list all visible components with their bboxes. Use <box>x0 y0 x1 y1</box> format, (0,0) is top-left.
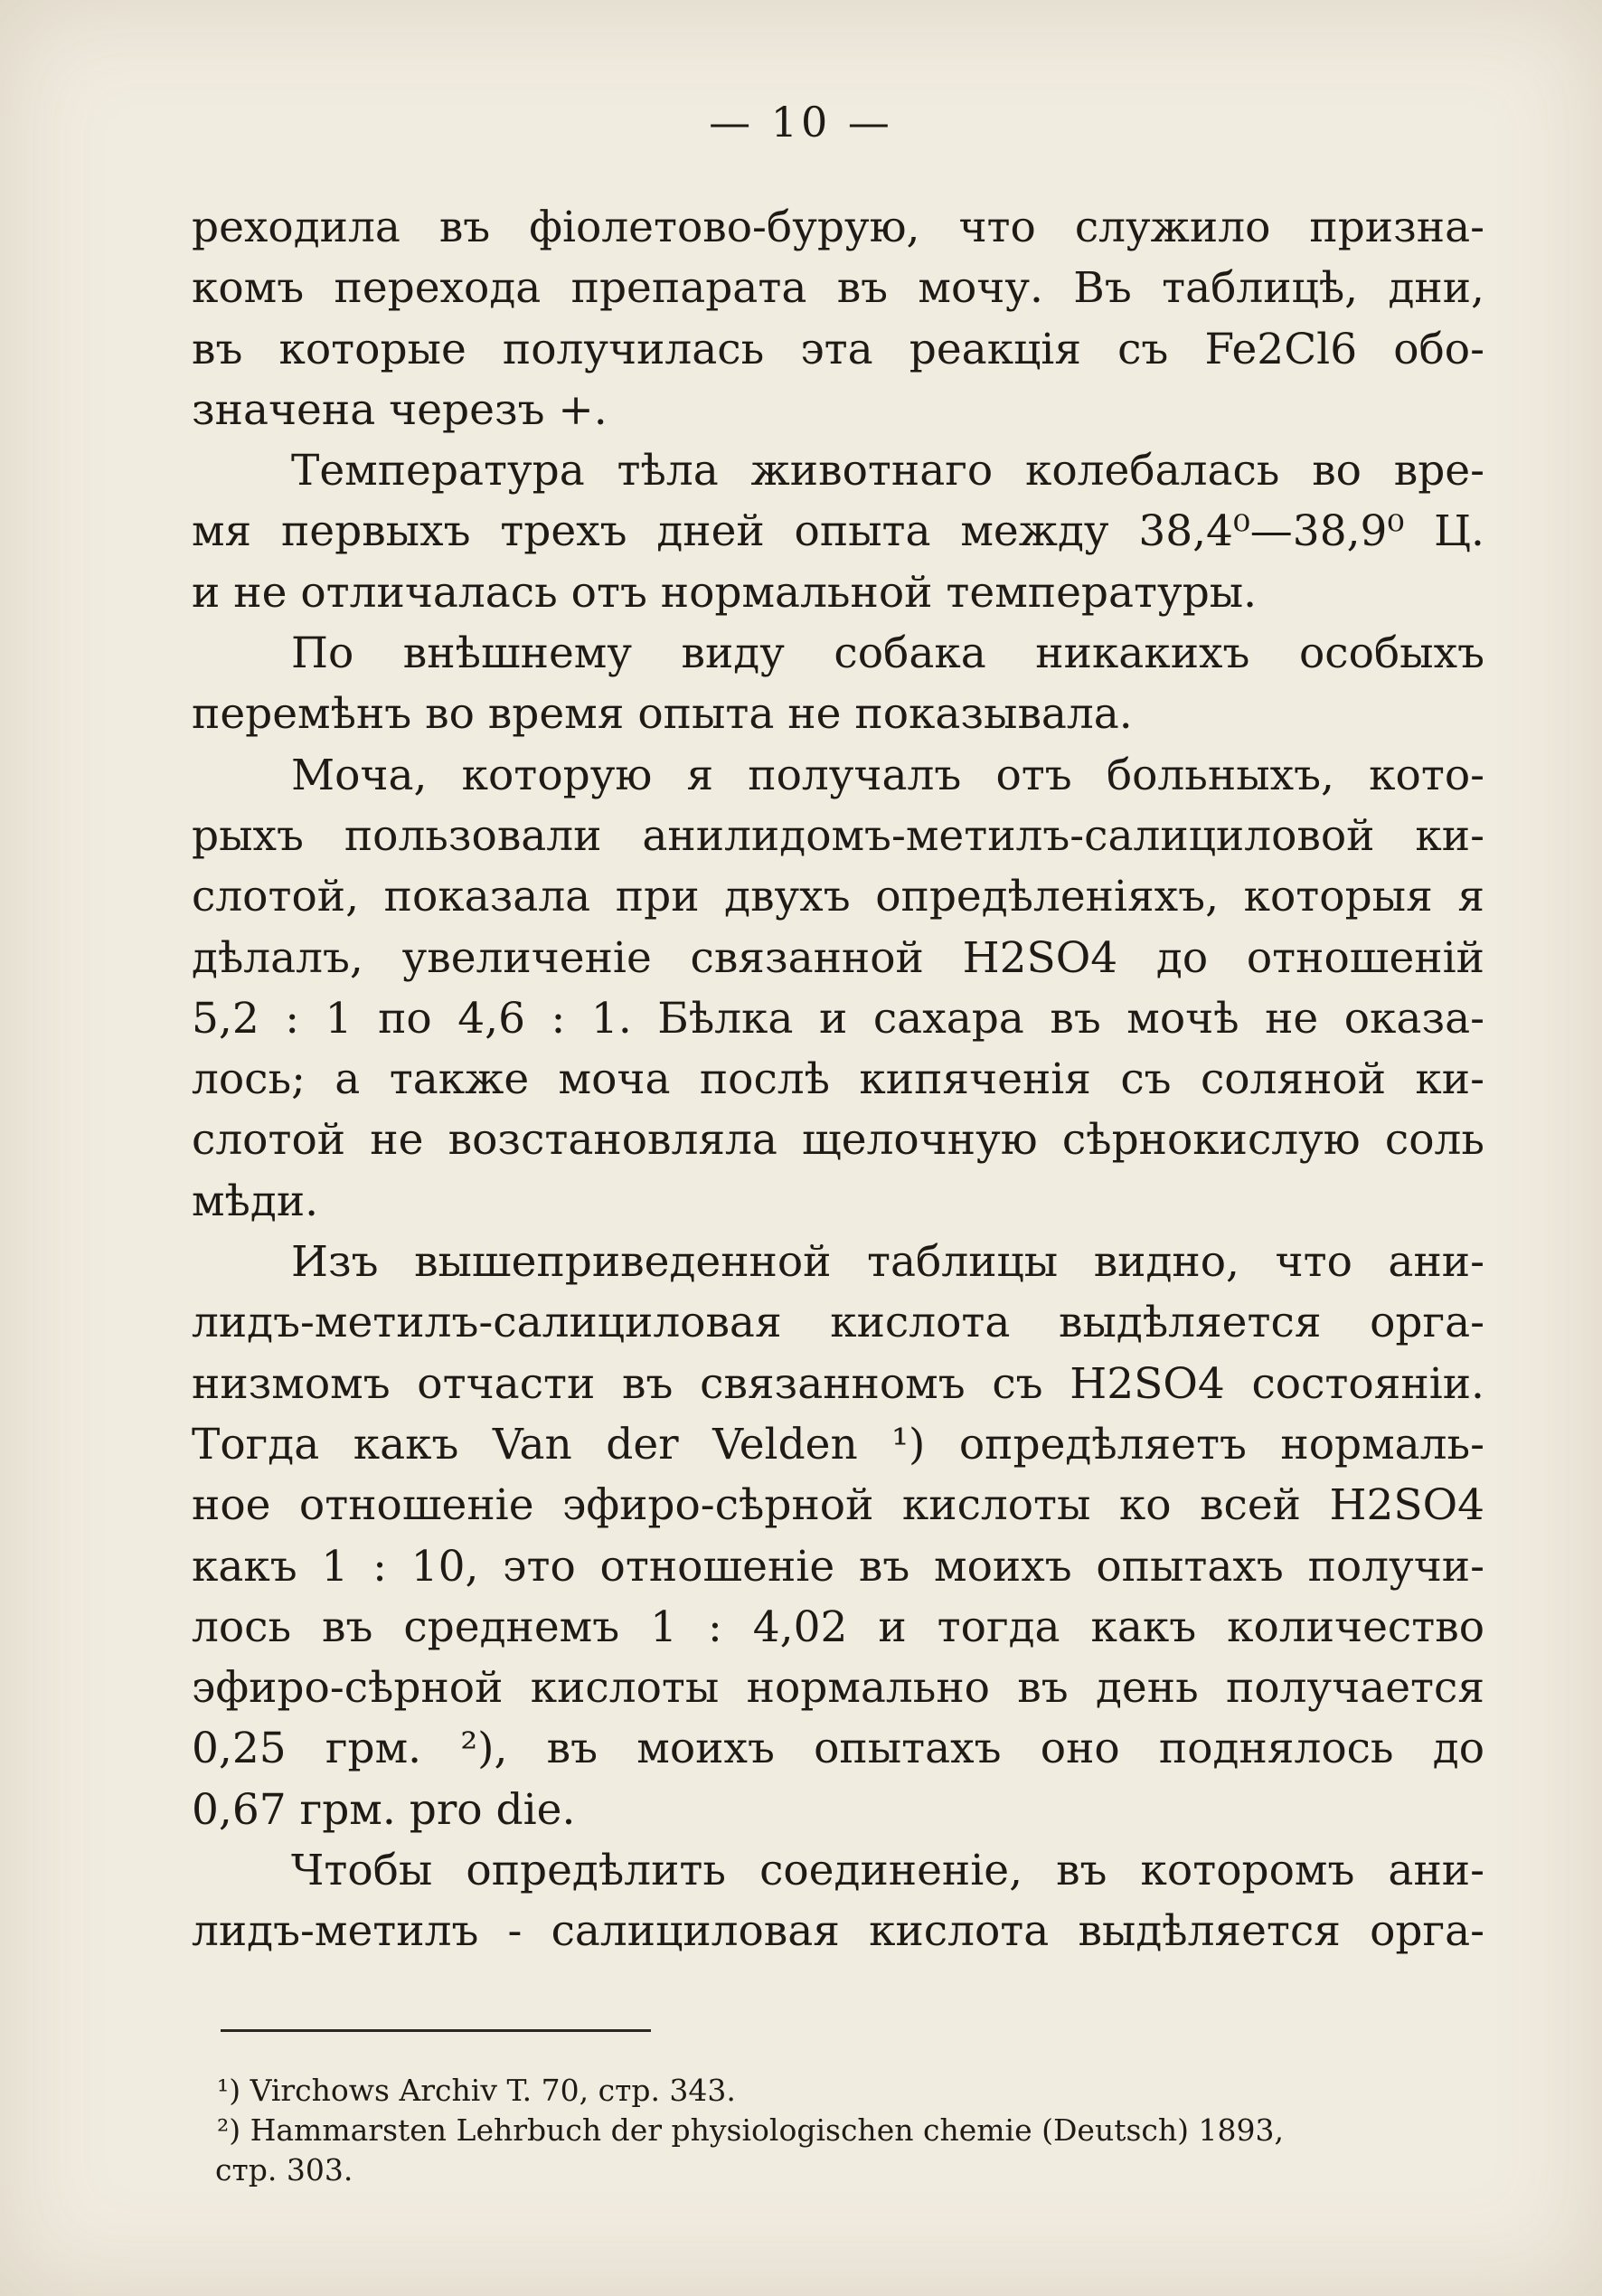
text-line: Температура тѣла животнаго колебалась во вре- <box>291 446 1484 496</box>
paragraph <box>192 1840 1484 1962</box>
body-text <box>192 197 1484 1962</box>
text-line: перемѣнъ во время опыта не показывала. <box>192 689 1133 740</box>
text-line: 0,25 грм. ²), въ моихъ опытахъ оно поднялось до <box>192 1724 1484 1774</box>
text-line: лидъ-метилъ-салициловая кислота выдѣляется орга- <box>192 1298 1484 1348</box>
page-number: — 10 — <box>709 98 893 146</box>
paragraph <box>192 1232 1484 1840</box>
text-line: 5,2 : 1 по 4,6 : 1. Бѣлка и сахара въ мочѣ не оказа- <box>192 993 1484 1044</box>
footnotes <box>217 2071 1484 2190</box>
footnote: ¹) Virchows Archiv T. 70, стр. 343. <box>217 2073 736 2108</box>
text-line: Изъ вышеприведенной таблицы видно, что ани- <box>291 1237 1484 1288</box>
text-line: Моча, которую я получалъ отъ больныхъ, кото- <box>291 750 1484 800</box>
text-line: дѣлалъ, увеличеніе связанной H2SO4 до отношеній <box>192 932 1484 983</box>
text-line: рыхъ пользовали анилидомъ-метилъ-салициловой ки- <box>192 810 1484 861</box>
footnote: ²) Hammarsten Lehrbuch der physiologischen chemie (Deutsch) 1893, <box>217 2112 1284 2148</box>
paragraph <box>192 197 1484 440</box>
text-line: въ которые получилась эта реакція съ Fe2Cl6 обо- <box>192 324 1484 374</box>
text-line: значена черезъ +. <box>192 384 608 435</box>
text-line: По внѣшнему виду собака никакихъ особыхъ <box>291 628 1484 679</box>
text-line: лось въ среднемъ 1 : 4,02 и тогда какъ количество <box>192 1602 1484 1652</box>
footnote-continuation: стр. 303. <box>215 2152 353 2187</box>
text-line: слотой, показала при двухъ опредѣленіяхъ, которыя я <box>192 872 1484 922</box>
paragraph <box>192 623 1484 745</box>
text-line: ное отношеніе эфиро-сѣрной кислоты ко всей H2SO4 <box>192 1480 1484 1531</box>
paragraph <box>192 440 1484 623</box>
footnote-divider <box>221 2029 651 2032</box>
text-line: какъ 1 : 10, это отношеніе въ моихъ опытахъ получи- <box>192 1541 1484 1592</box>
text-line: Чтобы опредѣлить соединеніе, въ которомъ ани- <box>291 1846 1484 1896</box>
text-line: комъ перехода препарата въ мочу. Въ таблицѣ, дни, <box>192 263 1484 314</box>
text-line: лось; а также моча послѣ кипяченія съ соляной ки- <box>192 1054 1484 1105</box>
text-line: реходила въ фіолетово-бурую, что служило призна- <box>192 203 1484 252</box>
paragraph <box>192 745 1484 1232</box>
text-line: слотой не возстановляла щелочную сѣрнокислую соль <box>192 1115 1484 1166</box>
text-line: 0,67 грм. pro die. <box>192 1784 576 1835</box>
text-line: и не отличалась отъ нормальной температуры. <box>192 567 1258 618</box>
text-line: мѣди. <box>192 1176 319 1226</box>
text-line: эфиро-сѣрной кислоты нормально въ день получается <box>192 1663 1484 1714</box>
text-line: лидъ-метилъ - салициловая кислота выдѣляется орга- <box>192 1906 1484 1957</box>
text-line: мя первыхъ трехъ дней опыта между 38,4⁰—38,9⁰ Ц. <box>192 506 1484 557</box>
text-line: Тогда какъ Van der Velden ¹) опредѣляетъ нормаль- <box>192 1419 1484 1469</box>
text-line: низмомъ отчасти въ связанномъ съ H2SO4 состояніи. <box>192 1358 1484 1409</box>
